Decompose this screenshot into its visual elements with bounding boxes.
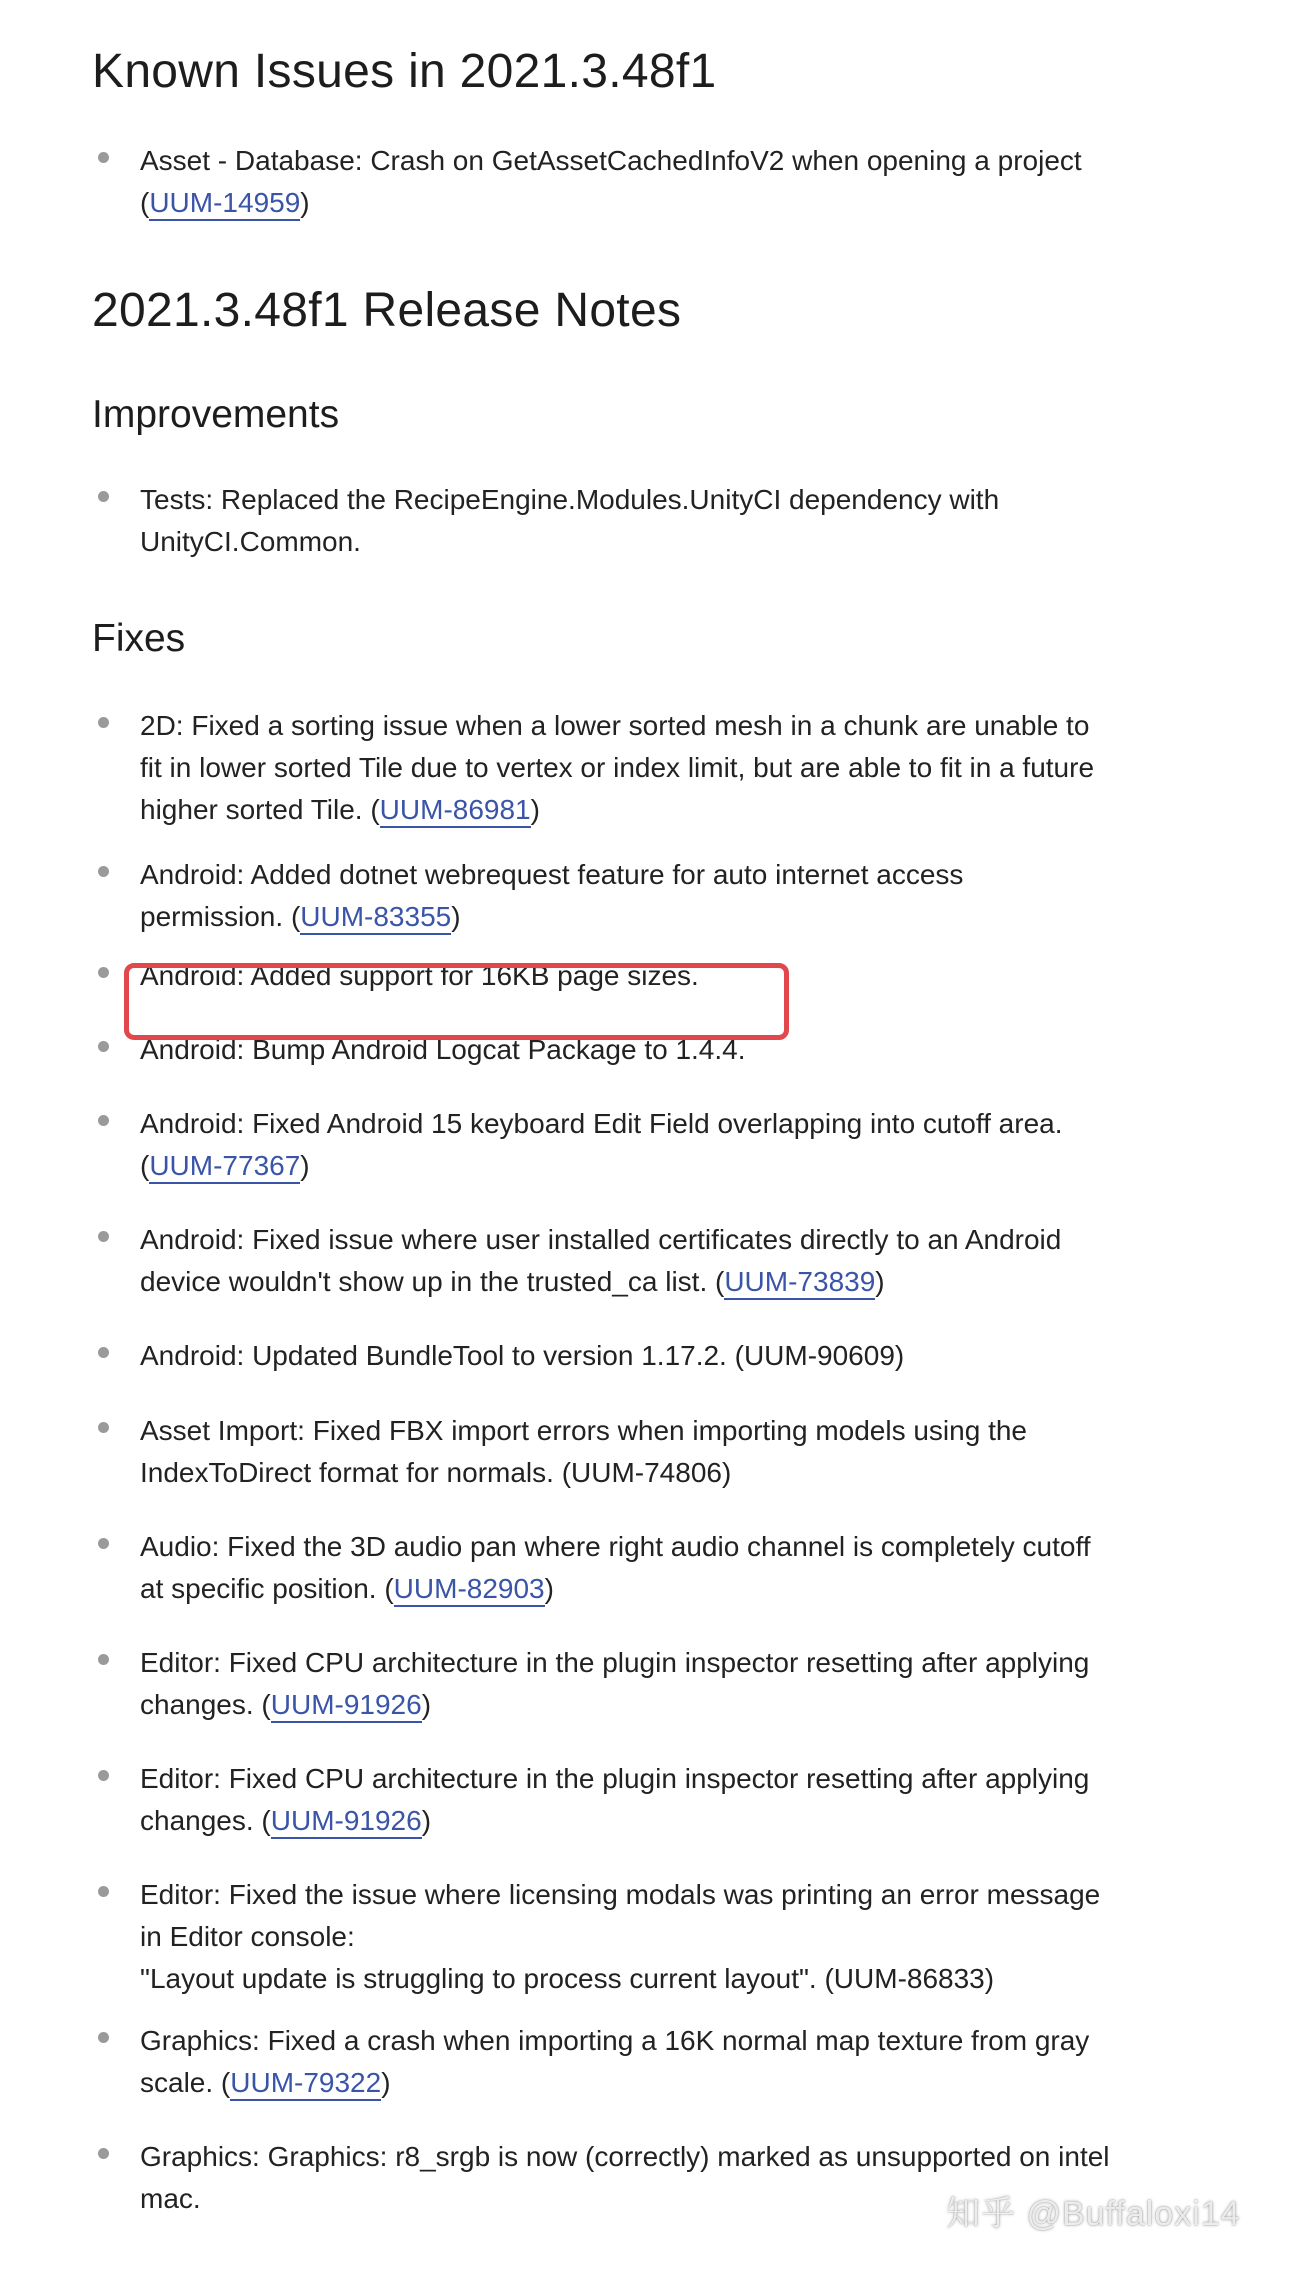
item-line <box>140 789 1210 831</box>
item-text: ) <box>875 1266 885 1297</box>
list-item <box>140 1874 1210 2000</box>
item-line: Editor: Fixed the issue where licensing modals was printing an error message <box>140 1879 1101 1910</box>
bullet-icon <box>98 866 109 877</box>
item-line: Editor: Fixed CPU architecture in the plugin inspector resetting after applying <box>140 1647 1090 1678</box>
item-text: ) <box>300 187 310 218</box>
item-line: "Layout update is struggling to process current layout". (UUM-86833) <box>140 1963 995 1994</box>
bullet-icon <box>98 152 109 163</box>
item-line: fit in lower sorted Tile due to vertex or index limit, but are able to fit in a future <box>140 752 1095 783</box>
list-item <box>140 1758 1210 1842</box>
item-text: ( <box>140 1150 150 1181</box>
item-line: Graphics: Fixed a crash when importing a 16K normal map texture from gray <box>140 2025 1090 2056</box>
item-line <box>140 1261 1210 1303</box>
list-item <box>140 2020 1210 2104</box>
list-item <box>140 1219 1210 1303</box>
item-line <box>140 1145 1210 1187</box>
bullet-icon <box>98 491 109 502</box>
issue-link[interactable]: UUM-91926 <box>271 1805 422 1839</box>
item-line: Asset - Database: Crash on GetAssetCachedInfoV2 when opening a project <box>140 145 1082 176</box>
item-line: Asset Import: Fixed FBX import errors when importing models using the <box>140 1415 1028 1446</box>
issue-link[interactable]: UUM-91926 <box>271 1689 422 1723</box>
item-line: Android: Fixed Android 15 keyboard Edit Field overlapping into cutoff area. <box>140 1108 1063 1139</box>
item-line <box>140 896 1210 938</box>
item-line <box>140 1568 1210 1610</box>
item-text: changes. ( <box>140 1805 271 1836</box>
item-line <box>140 182 1210 224</box>
fixes-heading: Fixes <box>92 617 186 660</box>
bullet-icon <box>98 1654 109 1665</box>
list-item <box>140 854 1210 938</box>
item-line: in Editor console: <box>140 1921 355 1952</box>
item-line: UnityCI.Common. <box>140 526 361 557</box>
item-text: ) <box>544 1573 554 1604</box>
item-text: ) <box>451 901 461 932</box>
bullet-icon <box>98 1041 109 1052</box>
item-text: scale. ( <box>140 2067 231 2098</box>
item-line: Android: Added dotnet webrequest feature for auto internet access <box>140 859 964 890</box>
bullet-icon <box>98 2032 109 2043</box>
issue-link[interactable]: UUM-77367 <box>149 1150 300 1184</box>
highlight-box <box>124 963 789 1040</box>
known-issues-heading: Known Issues in 2021.3.48f1 <box>92 45 717 98</box>
item-text: ) <box>381 2067 391 2098</box>
item-line: IndexToDirect format for normals. (UUM-74806) <box>140 1457 732 1488</box>
issue-link[interactable]: UUM-73839 <box>724 1266 875 1300</box>
item-line <box>140 1684 1210 1726</box>
bullet-icon <box>98 1422 109 1433</box>
release-notes-heading: 2021.3.48f1 Release Notes <box>92 284 682 337</box>
item-text: device wouldn't show up in the trusted_ca list. ( <box>140 1266 725 1297</box>
list-item <box>140 1526 1210 1610</box>
item-line: Tests: Replaced the RecipeEngine.Modules.UnityCI dependency with <box>140 484 1000 515</box>
item-text: ) <box>421 1805 432 1836</box>
item-line: Android: Bump Android Logcat Package to 1.4.4. <box>140 1034 746 1065</box>
issue-link[interactable]: UUM-86981 <box>380 794 531 828</box>
item-line: Android: Added support for 16KB page sizes. <box>140 960 699 991</box>
bullet-icon <box>98 1115 109 1126</box>
item-text: ) <box>300 1150 310 1181</box>
item-text: higher sorted Tile. ( <box>140 794 380 825</box>
item-line: Graphics: Graphics: r8_srgb is now (correctly) marked as unsupported on intel <box>140 2141 1110 2172</box>
bullet-icon <box>98 1886 109 1897</box>
improvements-heading: Improvements <box>92 393 340 436</box>
item-text: ( <box>140 187 150 218</box>
issue-link[interactable]: UUM-82903 <box>394 1573 545 1607</box>
list-item <box>140 1410 1210 1494</box>
item-text: ) <box>421 1689 432 1720</box>
bullet-icon <box>98 1538 109 1549</box>
list-item <box>140 1642 1210 1726</box>
item-text: at specific position. ( <box>140 1573 394 1604</box>
issue-link[interactable]: UUM-14959 <box>149 187 300 221</box>
list-item <box>140 479 1210 563</box>
item-line: Editor: Fixed CPU architecture in the plugin inspector resetting after applying <box>140 1763 1090 1794</box>
bullet-icon <box>98 1231 109 1242</box>
bullet-icon <box>98 717 109 728</box>
item-line: Android: Fixed issue where user installed certificates directly to an Android <box>140 1224 1062 1255</box>
list-item <box>140 705 1210 831</box>
watermark: 知乎 @Buffaloxi14 <box>946 2195 1241 2233</box>
item-line: mac. <box>140 2183 201 2214</box>
bullet-icon <box>98 967 109 978</box>
item-line <box>140 2062 1210 2104</box>
item-line: Audio: Fixed the 3D audio pan where right audio channel is completely cutoff <box>140 1531 1091 1562</box>
bullet-icon <box>98 1347 109 1358</box>
item-line <box>140 1800 1210 1842</box>
item-line: Android: Updated BundleTool to version 1.17.2. (UUM-90609) <box>140 1340 905 1371</box>
list-item <box>140 140 1210 224</box>
item-text: permission. ( <box>140 901 301 932</box>
issue-link[interactable]: UUM-79322 <box>230 2067 381 2101</box>
bullet-icon <box>98 2148 109 2159</box>
item-text: ) <box>530 794 540 825</box>
list-item <box>140 1103 1210 1187</box>
list-item <box>140 1335 1210 1377</box>
bullet-icon <box>98 1770 109 1781</box>
issue-link[interactable]: UUM-83355 <box>300 901 451 935</box>
item-text: changes. ( <box>140 1689 271 1720</box>
item-line: 2D: Fixed a sorting issue when a lower sorted mesh in a chunk are unable to <box>140 710 1090 741</box>
